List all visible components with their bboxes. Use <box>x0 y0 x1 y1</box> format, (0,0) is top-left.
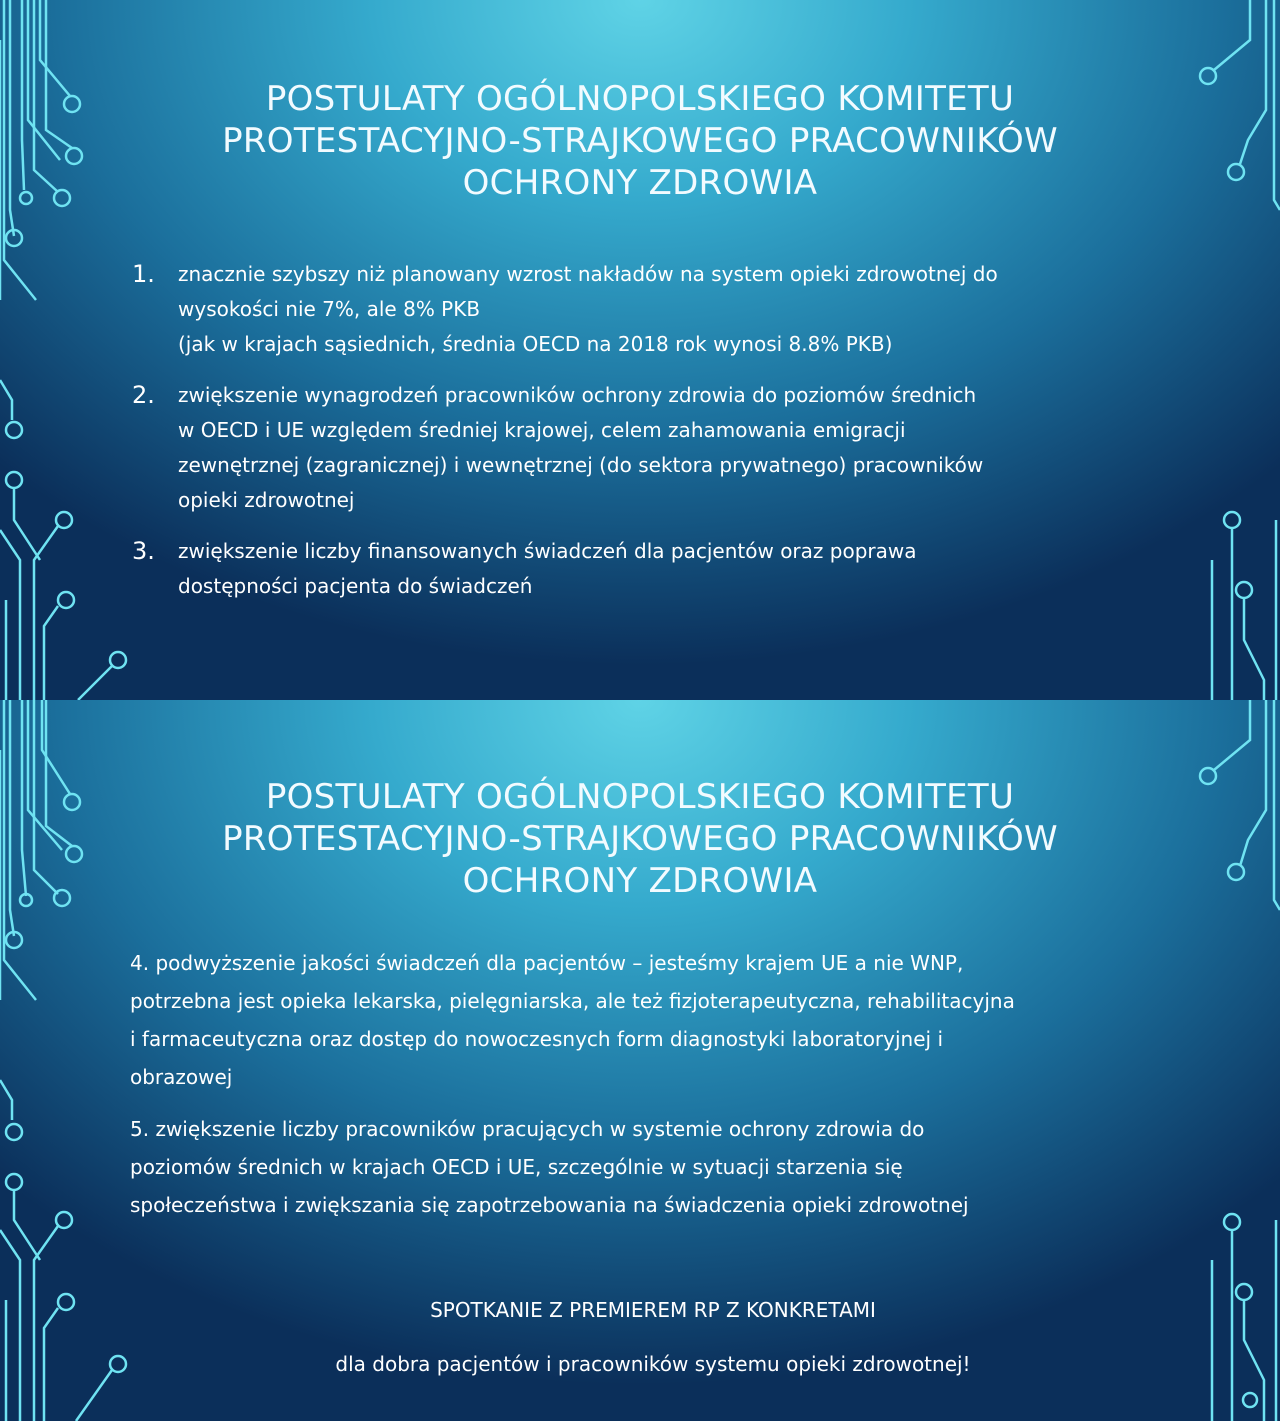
title-line: POSTULATY OGÓLNOPOLSKIEGO KOMITETU <box>265 777 1015 817</box>
title-line: OCHRONY ZDROWIA <box>462 861 818 901</box>
item-line: (jak w krajach sąsiednich, średnia OECD na 2018 rok wynosi 8.8% PKB) <box>178 332 893 356</box>
title-line: PROTESTACYJNO-STRAJKOWEGO PRACOWNIKÓW <box>222 819 1058 859</box>
item-text <box>178 257 998 362</box>
item-line: wysokości nie 7%, ale 8% PKB <box>178 297 481 321</box>
closing-heading: SPOTKANIE Z PREMIEREM RP Z KONKRETAMI <box>430 1298 876 1322</box>
item-line: społeczeństwa i zwiększania się zapotrzebowania na świadczenia opieki zdrowotnej <box>130 1193 969 1217</box>
postulate-4 <box>130 944 1190 1096</box>
item-line: zwiększenie liczby finansowanych świadczeń dla pacjentów oraz poprawa <box>178 539 917 563</box>
postulates-list <box>132 257 1152 620</box>
title-line: POSTULATY OGÓLNOPOLSKIEGO KOMITETU <box>265 79 1015 119</box>
item-line: i farmaceutyczna oraz dostęp do nowoczesnych form diagnostyki laboratoryjnej i <box>130 1027 943 1051</box>
item-text <box>178 534 916 604</box>
item-line: dostępności pacjenta do świadczeń <box>178 574 533 598</box>
item-line: 4. podwyższenie jakości świadczeń dla pacjentów – jesteśmy krajem UE a nie WNP, <box>130 951 964 975</box>
slide-1-title <box>0 78 1280 204</box>
item-line: obrazowej <box>130 1065 233 1089</box>
item-line: zewnętrznej (zagranicznej) i wewnętrznej (do sektora prywatnego) pracowników <box>178 453 984 477</box>
item-number: 1. <box>132 260 155 288</box>
slide-1 <box>0 0 1280 700</box>
item-line: zwiększenie wynagrodzeń pracowników ochrony zdrowia do poziomów średnich <box>178 383 977 407</box>
item-line: 5. zwiększenie liczby pracowników pracujących w systemie ochrony zdrowia do <box>130 1117 925 1141</box>
postulate-5 <box>130 1110 1190 1224</box>
item-line: opieki zdrowotnej <box>178 488 355 512</box>
closing-line: dla dobra pacjentów i pracowników systemu opieki zdrowotnej! <box>335 1352 971 1376</box>
item-line: poziomów średnich w krajach OECD i UE, szczególnie w sytuacji starzenia się <box>130 1155 903 1179</box>
slide-2 <box>0 700 1280 1421</box>
item-line: znacznie szybszy niż planowany wzrost nakładów na system opieki zdrowotnej do <box>178 262 998 286</box>
item-text <box>178 378 983 518</box>
item-line: potrzebna jest opieka lekarska, pielęgniarska, ale też fizjoterapeutyczna, rehabilitacyjna <box>130 989 1015 1013</box>
list-item <box>132 378 1152 518</box>
slide-2-title <box>0 776 1280 902</box>
title-line: OCHRONY ZDROWIA <box>462 163 818 203</box>
item-number: 3. <box>132 537 155 565</box>
item-number: 2. <box>132 381 155 409</box>
title-line: PROTESTACYJNO-STRAJKOWEGO PRACOWNIKÓW <box>222 121 1058 161</box>
list-item <box>132 534 1152 604</box>
item-line: w OECD i UE względem średniej krajowej, celem zahamowania emigracji <box>178 418 906 442</box>
list-item <box>132 257 1152 362</box>
